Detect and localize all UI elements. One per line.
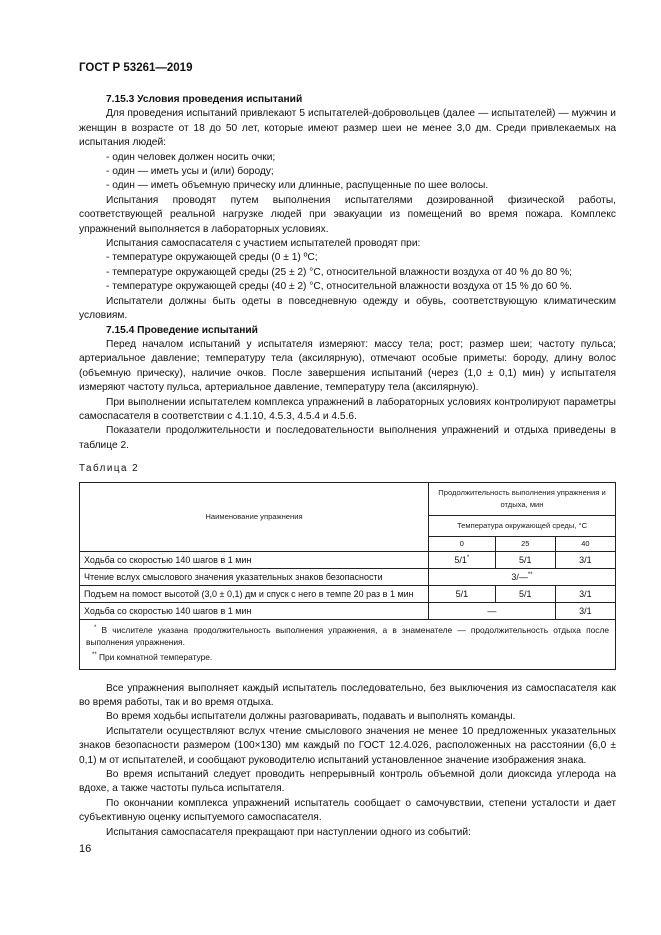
paragraph: Испытания проводят путем выполнения испытателями дозированной физической работы, соответствующей реальной нагрузке людей при эвакуации из помещений во время пожара. Комплекс упражнений выполняется в лабораторных условиях. [79,194,616,235]
table-row [80,551,616,568]
list-item: - температуре окружающей среды (25 ± 2) °C, относительной влажности воздуха от 40 % до 80 %; [106,266,572,278]
cell-value: 3/— [511,571,528,582]
page-number: 16 [79,843,92,855]
list-item: - температуре окружающей среды (0 ± 1) ºC; [106,252,318,264]
page-content [79,93,616,840]
footnote-mark: * [466,554,470,561]
note-text: При комнатной температуре. [96,651,213,662]
paragraph: Испытатели осуществляют вслух чтение смыслового значения не менее 10 предложенных указательных знаков безопасности размером (100×130) мм каждый по ГОСТ 12.4.026, расположенных на расстоянии (6,0 ± 0,1) м от испытателей, и сообщают руководителю испытаний установленное значение изображения знака. [79,725,616,766]
column-header-temperature: Температура окружающей среды, °С [429,515,616,536]
list-item: - один человек должен носить очки; [106,151,276,163]
temp-header-25: 25 [495,536,555,551]
value-cell: 3/1 [555,551,615,568]
value-cell-merged [429,568,616,585]
footnote-mark: ** [527,571,533,578]
paragraph: Испытатели должны быть одеты в повседневную одежду и обувь, соответствующую климатическим условиям. [79,295,616,322]
table-note [86,624,609,648]
footnote-mark: * [94,624,97,631]
exercise-name: Чтение вслух смыслового значения указательных знаков безопасности [80,568,429,585]
table-notes [80,619,616,669]
value-cell: 5/1 [495,585,555,602]
paragraph: При выполнении испытателем комплекса упражнений в лабораторных условиях контролируют параметры самоспасателя в соответствии с 4.1.10, 4.5.3, 4.5.4 и 4.5.6. [79,396,616,422]
cell-value: 5/1 [454,554,467,565]
section-heading-7-15-3: 7.15.3 Условия проведения испытаний [106,94,303,105]
exercise-name: Ходьба со скоростью 140 шагов в 1 мин [80,602,429,619]
list-item: - один — иметь усы и (или) бороду; [106,166,274,178]
column-header-exercise: Наименование упражнения [80,482,429,551]
paragraph: Испытания самоспасателя с участием испытателей проводят при: [106,238,421,250]
temp-header-40: 40 [555,536,615,551]
paragraph: Во время испытаний следует проводить непрерывный контроль объемной доли диоксида углерода на вдохе, а также частоты пульса испытателя. [79,769,616,795]
section-heading-7-15-4: 7.15.4 Проведение испытаний [106,324,258,336]
table-row [80,568,616,585]
table-row [80,585,616,602]
list-item: - температуре окружающей среды (40 ± 2) °C, относительной влажности воздуха от 15 % до 60 %. [106,281,572,293]
paragraph: Все упражнения выполняет каждый испытатель последовательно, без выключения из самоспасателя как во время работы, так и во время отдыха. [79,682,616,708]
after-table-section [79,682,616,840]
value-cell: 5/1 [429,585,496,602]
paragraph: Для проведения испытаний привлекают 5 испытателей-добровольцев (далее — испытателей) — мужчин и женщин в возрасте от 18 до 50 лет, которые имеют размер шеи не менее 3,0 дм. Среди привлекаемых на испытания людей: [79,108,616,149]
exercise-table [79,482,616,670]
table-caption: Таблица 2 [79,463,140,475]
value-cell: 3/1 [555,602,615,619]
footnote-mark: ** [92,651,97,658]
paragraph: Во время ходьбы испытатели должны разговаривать, подавать и выполнять команды. [106,711,516,723]
table-note [86,651,609,663]
exercise-name: Ходьба со скоростью 140 шагов в 1 мин [80,551,429,568]
list-item: - один — иметь объемную прическу или длинные, распущенные по шее волосы. [106,180,489,192]
paragraph: По окончании комплекса упражнений испытатель сообщает о самочувствии, степени усталости и дает субъективную оценку испытуемого самоспасателя. [79,797,616,824]
table-row [80,602,616,619]
value-cell: 3/1 [555,585,615,602]
document-header: ГОСТ Р 53261—2019 [79,62,193,74]
paragraph: Испытания самоспасателя прекращают при наступлении одного из событий: [106,826,471,838]
value-cell [429,551,496,568]
column-header-duration: Продолжительность выполнения упражнения и отдыха, мин [429,482,616,515]
paragraph: Перед началом испытаний у испытателя измеряют: массу тела; рост; размер шеи; частоту пульса; артериальное давление; температуру тела (аксилярную), отмечают особые приметы: бороду, длину волос (объемную прическу), наличие очков. После завершения испытаний (через (1,0 ± 0,1) мин) у испытателя измеряют частоту пульса, артериальное давление, температуру тела (аксилярную). [79,338,616,394]
note-text: В числителе указана продолжительность выполнения упражнения, а в знаменателе — продолжительность отдыха после выполнения упражнения. [86,624,609,647]
value-cell: 5/1 [495,551,555,568]
exercise-name: Подъем на помост высотой (3,0 ± 0,1) дм и спуск с него в темпе 20 раз в 1 мин [80,585,429,602]
value-cell-merged: — [429,602,556,619]
paragraph: Показатели продолжительности и последовательности выполнения упражнений и отдыха приведены в таблице 2. [79,425,616,451]
temp-header-0: 0 [429,536,496,551]
